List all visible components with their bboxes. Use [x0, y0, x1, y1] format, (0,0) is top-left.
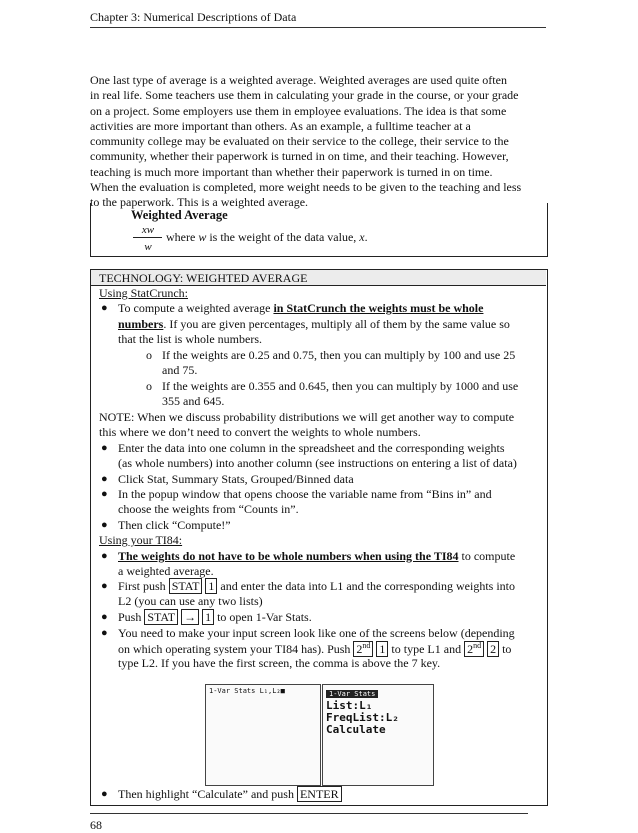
sc-step-3: Click Stat, Summary Stats, Grouped/Binned data	[118, 472, 354, 486]
footer-rule	[90, 813, 528, 814]
ti-step-4-cont	[118, 641, 511, 657]
text: to open 1-Var Stats.	[214, 610, 312, 624]
text: Push	[118, 610, 145, 624]
sc-sub-1: If the weights are 0.25 and 0.75, then you can multiply by 100 and use 25	[162, 348, 516, 362]
bullet-icon: ●	[101, 442, 108, 454]
second-key	[353, 641, 373, 657]
ti84-heading: Using your TI84:	[99, 533, 183, 547]
sc-sub-1-cont: and 75.	[162, 363, 198, 377]
technology-title: TECHNOLOGY: WEIGHTED AVERAGE	[99, 271, 308, 285]
desc-text: .	[364, 230, 368, 244]
bullet-icon: ●	[101, 580, 108, 592]
text: To compute a weighted average	[118, 301, 274, 315]
emphasis-text: numbers	[118, 317, 164, 331]
intro-line: teaching is much more important than whether their paperwork is turned in on time.	[90, 164, 493, 179]
screen-2-calculate: Calculate	[326, 723, 386, 736]
sc-step-1-cont	[118, 317, 510, 332]
intro-line: to the paperwork. This is a weighted average.	[90, 195, 309, 210]
sub-bullet-icon: o	[146, 379, 152, 393]
intro-line: activities are more important than others. As an example, a fulltime teacher at a	[90, 118, 471, 133]
fraction-bar	[133, 237, 162, 238]
text: 2	[356, 642, 363, 656]
intro-line: One last type of average is a weighted average. Weighted averages are used quite often	[90, 73, 507, 87]
formula-description	[166, 230, 368, 245]
chapter-header: Chapter 3: Numerical Descriptions of Data	[90, 10, 297, 24]
desc-text: is the weight of the data value,	[206, 230, 360, 244]
sc-step-1	[118, 301, 483, 316]
sc-sub-2: If the weights are 0.355 and 0.645, then you can multiply by 1000 and use	[162, 379, 519, 393]
sub-bullet-icon: o	[146, 348, 152, 362]
sc-sub-2-cont: 355 and 645.	[162, 394, 225, 408]
header-rule	[90, 27, 546, 28]
ti-step-1-cont: a weighted average.	[118, 564, 214, 578]
text: 2	[467, 642, 474, 656]
one-key: 1	[376, 641, 388, 657]
ti-step-1	[118, 549, 515, 564]
bullet-icon: ●	[101, 519, 108, 531]
ti-step-2	[118, 579, 515, 594]
text: to compute	[458, 549, 516, 563]
intro-line: community, whether their paperwork is turned in on time, and their teaching. However,	[90, 149, 509, 164]
text: . If you are given percentages, multiply all of them by the same value so	[163, 317, 510, 331]
sc-step-4: In the popup window that opens choose the variable name from “Bins in” and	[118, 487, 492, 501]
intro-paragraph	[90, 73, 540, 211]
bullet-icon: ●	[101, 302, 108, 314]
calculator-screen-1	[205, 684, 321, 786]
bullet-icon: ●	[101, 788, 108, 800]
statcrunch-heading: Using StatCrunch:	[99, 286, 188, 300]
intro-line: When the evaluation is completed, more weight needs to be given to the teaching and less	[90, 180, 522, 195]
two-key: 2	[487, 641, 499, 657]
desc-var-w: w	[198, 230, 207, 244]
sc-step-1-cont: that the list is whole numbers.	[118, 332, 262, 346]
one-key: 1	[205, 578, 217, 594]
text: Then highlight “Calculate” and push	[118, 787, 297, 801]
ti-step-3	[118, 610, 312, 625]
calculator-screen-2	[322, 684, 434, 786]
sc-step-2-cont: (as whole numbers) into another column (see instructions on entering a list of data)	[118, 456, 517, 470]
text: and enter the data into L1 and the corresponding weights into	[217, 579, 515, 593]
weighted-average-title: Weighted Average	[131, 208, 228, 222]
text: to type L1 and	[388, 642, 465, 656]
stat-key: STAT	[169, 578, 203, 594]
text: on which operating system your TI84 has). Push	[118, 642, 354, 656]
superscript: nd	[362, 641, 371, 650]
superscript: nd	[473, 641, 482, 650]
enter-key: ENTER	[297, 786, 342, 802]
emphasis-text: in StatCrunch the weights must be whole	[273, 301, 484, 315]
ti-step-4-cont: type L2. If you have the first screen, the comma is above the 7 key.	[118, 656, 441, 670]
ti-step-4: You need to make your input screen look like one of the screens below (depending	[118, 626, 515, 640]
bullet-icon: ●	[101, 473, 108, 485]
sc-step-5: Then click “Compute!”	[118, 518, 231, 532]
screen-2-freqlist: FreqList:L₂	[326, 711, 399, 724]
page-number: 68	[90, 818, 102, 832]
one-key: 1	[202, 609, 214, 625]
desc-var-x: x	[359, 230, 365, 244]
bullet-icon: ●	[101, 627, 108, 639]
ti-step-2-cont: L2 (you can use any two lists)	[118, 594, 263, 608]
ti-step-5	[118, 787, 342, 802]
sc-step-2: Enter the data into one column in the spreadsheet and the corresponding weights	[118, 441, 505, 455]
formula-numerator: xw	[141, 224, 155, 236]
note-line: NOTE: When we discuss probability distributions we will get another way to compute	[99, 410, 515, 424]
bullet-icon: ●	[101, 550, 108, 562]
stat-key: STAT	[144, 609, 178, 625]
screen-2-tab: 1-Var Stats	[326, 690, 378, 698]
text: to	[499, 642, 512, 656]
second-key	[464, 641, 484, 657]
intro-line: community college may be evaluated on their service to the college, their service to the	[90, 134, 509, 149]
text: First push	[118, 579, 169, 593]
bullet-icon: ●	[101, 488, 108, 500]
intro-line: on a project. Some employers use them in employee evaluations. The idea is that some	[90, 103, 507, 118]
sc-step-4-cont: choose the weights from “Counts in”.	[118, 502, 299, 516]
desc-text: where	[166, 230, 199, 244]
screen-1-text: 1-Var Stats L₁,L₂■	[209, 687, 285, 695]
intro-line: in real life. Some teachers use them in calculating your grade in the course, or your grade	[90, 88, 519, 103]
emphasis-text: The weights do not have to be whole numbers when using the TI84	[118, 549, 459, 563]
right-arrow-key: →	[181, 609, 199, 625]
formula-denominator: w	[144, 241, 152, 253]
screen-2-list: List:L₁	[326, 699, 373, 712]
note-line: this where we don’t need to convert the weights to whole numbers.	[99, 425, 421, 439]
bullet-icon: ●	[101, 611, 108, 623]
